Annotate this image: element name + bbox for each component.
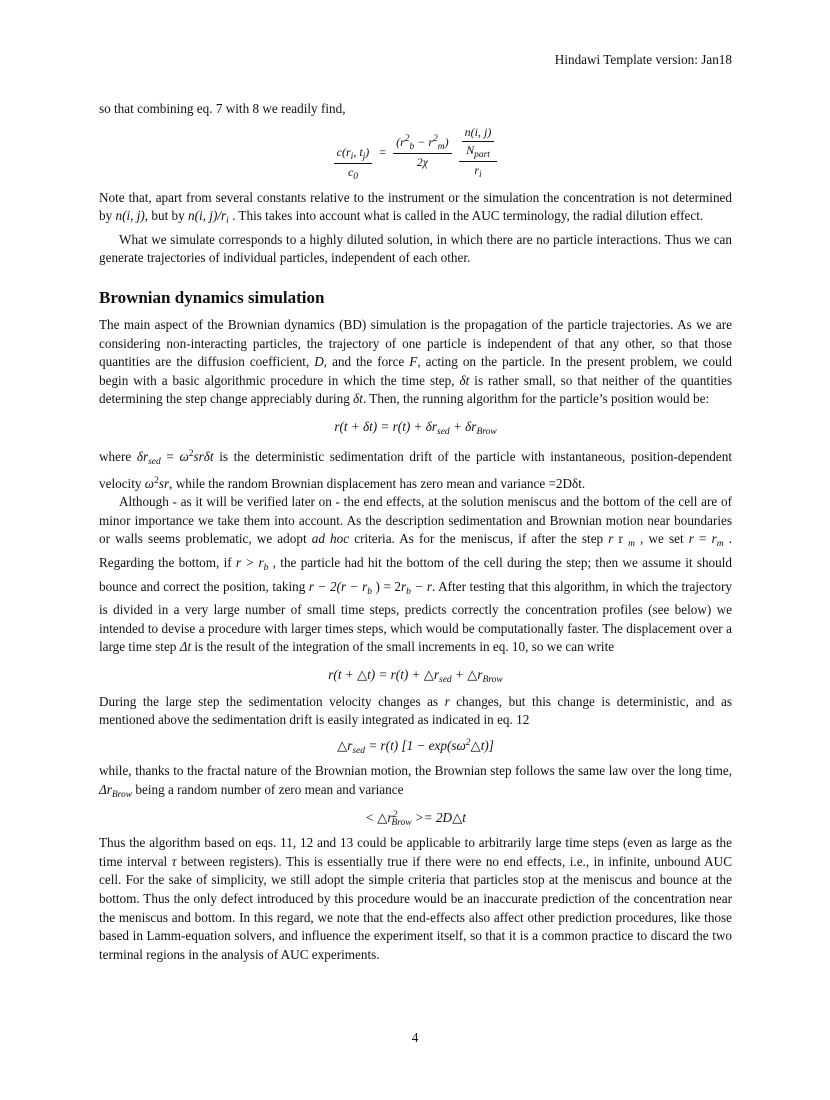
equation-sedimentation-drift: $\triangle r_{sed} = r(t) [1$ − $\exp(s\omega^2\triangle t)$] [337, 738, 494, 757]
equation-concentration [99, 123, 732, 183]
equation-position-step: $r(t + \delta t) = r(t) + \delta r_{sed} + \delta r_{Brow}$ [334, 418, 497, 437]
eq-equals: = [379, 144, 387, 159]
paragraph-brownian-step: while, thanks to the fractal nature of the Brownian motion, the Brownian step follows the same law over the long time, $\Delta r_{Brow}$ being a random number of zero mean and variance [99, 763, 732, 800]
eq-mid-fraction: $\frac{(r^2_b - r^2_m)}{2\chi}$ [393, 134, 452, 170]
section-heading: Brownian dynamics simulation [99, 287, 325, 307]
equation-large-step: r(t + △t) = $r(t) + \triangle r_{sed}$ + $\triangle r_{Brow}$ [328, 666, 503, 685]
intro-lead: so that combining eq. 7 with 8 we readily find, [99, 101, 346, 116]
paragraph-bd-intro: The main aspect of the Brownian dynamics (BD) simulation is the propagation of the particle trajectories. As we are considering non-interacting particles, the trajectory of one particle is independent of that any other, so that those quantities are the diffusion coefficient, D, and the force F, acting on the particle. In the present problem, we could begin with a basic algorithmic procedure in which the time step, δt is rather small, so that neither of the quantities determining the step change appreciably during δt. Then, the running algorithm for the particle’s position would be: [99, 316, 732, 407]
eq-lhs-fraction: $\frac{c(r_i, t_j)}{c_0}$ [334, 145, 373, 182]
eq-rhs-fraction: $\frac{\frac{n(i, j)}{N_{part}}}{r_i}$ [459, 125, 498, 180]
page-number: 4 [411, 1030, 419, 1045]
paragraph-dilution: Note that, apart from several constants relative to the instrument or the simulation the concentration is not determined by n(i, j), but by n(i, $j)/r_i$ . This takes into account what is called in the AUC terminology, the radial dilution effect. [99, 189, 732, 227]
paragraph-sedimentation-velocity: During the large step the sedimentation velocity changes as r changes, but this change is deterministic, and as mentioned above the sedimentation drift is easily integrated as indicated in eq. 12 [99, 693, 732, 728]
equation-variance: < $\triangle r^2_{Brow}$ >= 2D△t [365, 810, 466, 829]
paragraph-diluted-solution: What we simulate corresponds to a highly diluted solution, in which there are no particle interactions. Thus we can generate trajectories of individual particles, independent of each other. [99, 231, 732, 266]
template-version-header: Hindawi Template version: Jan18 [554, 52, 732, 67]
paragraph-drift: where $\delta r_{sed} = \omega^2sr\delta t$ is the deterministic sedimentation drift of the particle with instantaneous, position-dependent velocity $\omega^2sr$, while the random Brownian displacement has zero mean and variance =2Dδt. [99, 448, 733, 491]
page-body [99, 0, 732, 964]
paragraph-algorithm-summary: Thus the algorithm based on eqs. 11, 12 and 13 could be applicable to arbitrarily large time steps (even as large as the time interval τ between registers). This is essentially true if there were no end effects, i.e., in infinite, unbound AUC cell. For the sake of simplicity, we still adopt the simple criteria that particles stop at the meniscus and bounce at the bottom. Thus the only defect introduced by this procedure would be an inaccurate prediction of the concentration near the meniscus and bottom. In this regard, we note that the end-effects also affect other prediction procedures, like those based in Lamm-equation solvers, and influence the experiment itself, so that it is a common practice to discard the two terminal regions in the analysis of AUC experiments. [99, 835, 733, 962]
paragraph-end-effects: Although - as it will be verified later on - the end effects, at the solution meniscus and the bottom of the cell are of minor importance we take them into account. As the description sedimentation and Brownian motion near boundaries or walls seems problematic, we adopt ad hoc criteria. As for the meniscus, if after the step r r $_m$ , we set $r = r_m$ . Regarding the bottom, if $r > r_b$ , the particle had hit the bottom of the cell during the step; then we assume it should bounce and correct the position, taking $r - 2(r - r_b$ ) = $2r_b - r$. After testing that this algorithm, in which the trajectory is divided in a very large number of small time steps, predicts correctly the concentration profiles (see below) we intended to devise a procedure with larger times steps, which would be computationally faster. The displacement over a large time step Δt is the result of the integration of the small increments in eq. 10, so we can write [99, 494, 733, 655]
